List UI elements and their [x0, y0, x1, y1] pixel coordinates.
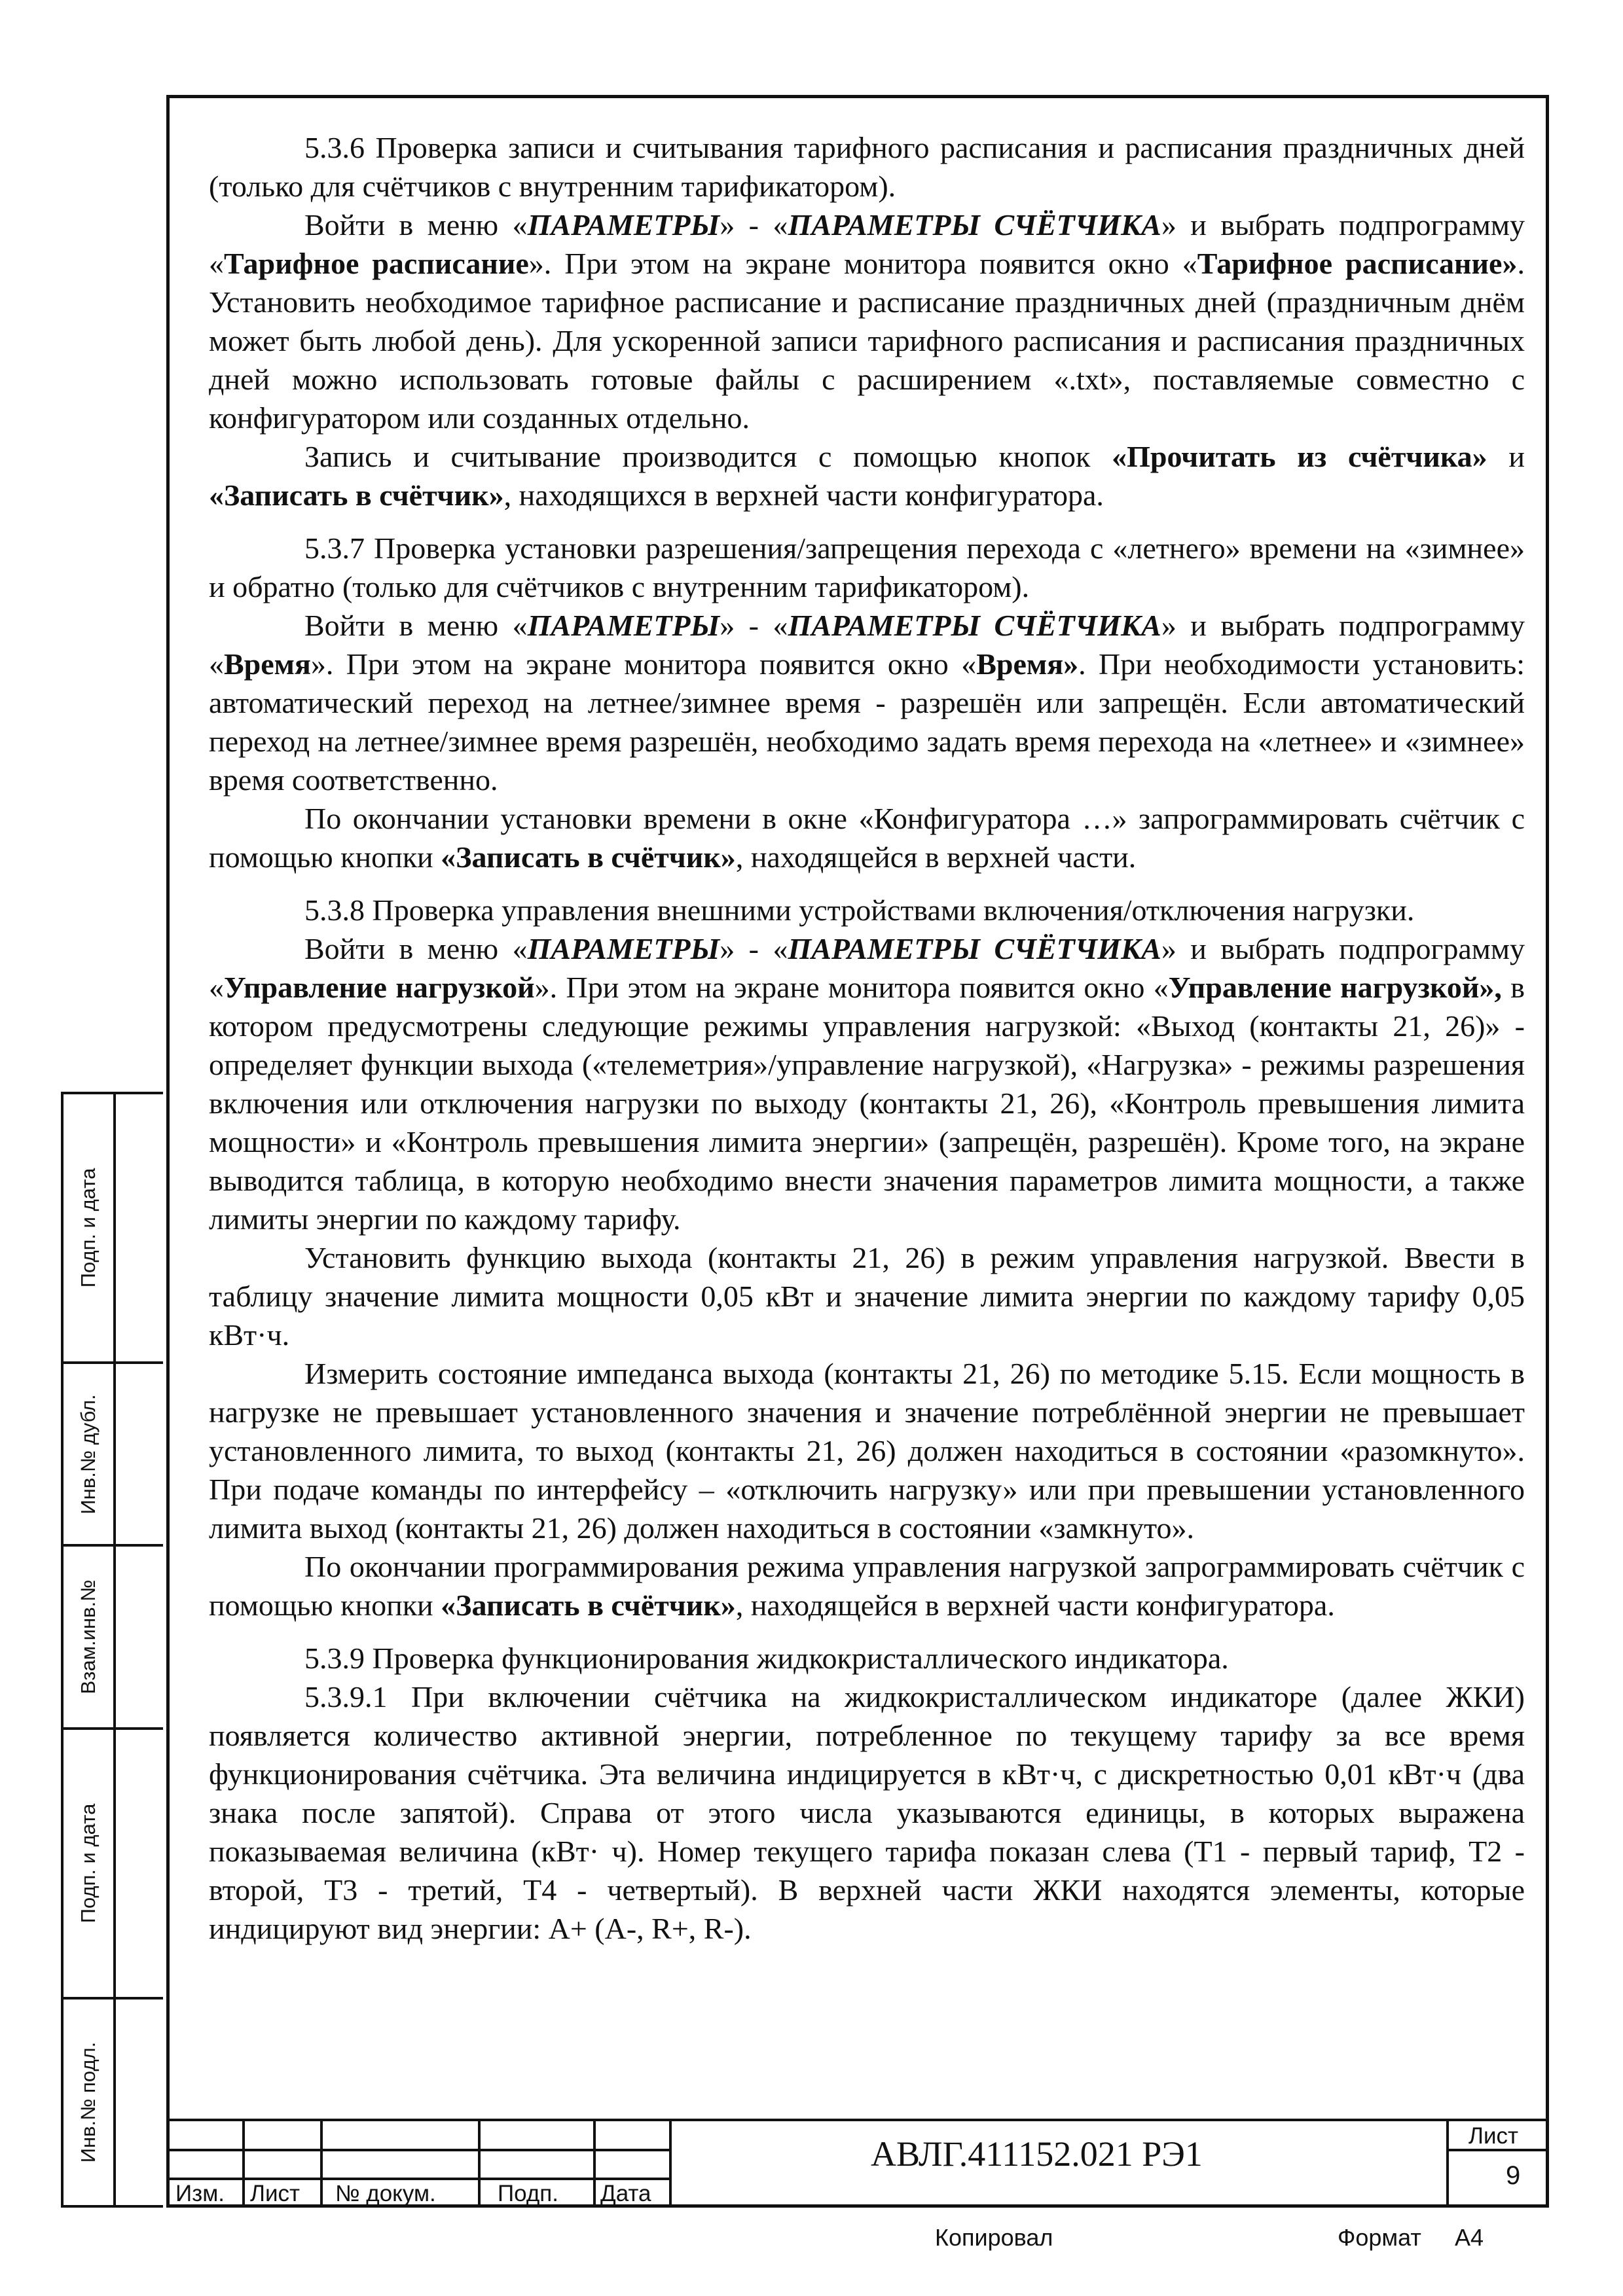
paragraph-5-3-6: 5.3.6 Проверка записи и считывания тарифного расписания и расписания праздничных дней (только для счётчиков с внутренним тарификатором).: [209, 131, 1525, 203]
title-block-col-line: [478, 2119, 481, 2208]
title-block-col-line: [669, 2119, 672, 2208]
sheet-label: Лист: [1468, 2123, 1519, 2149]
stamp-sign-date-1: Подп. и дата: [61, 1092, 163, 1364]
title-block-col-line: [320, 2119, 323, 2208]
paragraph-5-3-9: 5.3.9 Проверка функционирования жидкокристаллического индикатора.: [304, 1641, 1229, 1675]
col-date: Дата: [600, 2181, 651, 2206]
title-block-top-line: [166, 2119, 1549, 2121]
paragraph-5-3-8: 5.3.8 Проверка управления внешними устройствами включения/отключения нагрузки.: [304, 893, 1415, 927]
paragraph-5-3-8-setup: Установить функцию выхода (контакты 21, 26) в режим управления нагрузкой. Ввести в таблицу значение лимита мощности 0,05 кВт и значение лимита энергии по каждому тарифу 0,05 кВт·ч.: [209, 1241, 1525, 1352]
paragraph-5-3-9-1: 5.3.9.1 При включении счётчика на жидкокристаллическом индикаторе (далее ЖКИ) появляется количество активной энергии, потребленное по текущему тарифу за все время функционирования счётчика. Эта величина индицируется в кВт·ч, с дискретностью 0,01 кВт·ч (два знака после запятой). Справа от этого числа указываются единицы, в которых выражена показываемая величина (кВт· ч). Номер текущего тарифа показан слева (Т1 - первый тариф, Т2 - второй, Т3 - третий, Т4 - четвертый). В верхней части ЖКИ находятся элементы, которые индицируют вид энергии: А+ (А-, R+, R-).: [209, 1680, 1525, 1945]
stamp-orig-inv: Инв.№ подл.: [61, 1997, 163, 2208]
copied-label: Копировал: [935, 2224, 1053, 2251]
paragraph-5-3-7: 5.3.7 Проверка установки разрешения/запрещения перехода с «летнего» времени на «зимнее» и обратно (только для счётчиков с внутренним тарификатором).: [209, 531, 1525, 603]
paragraph-5-3-7-menu: Войти в меню «ПАРАМЕТРЫ» - «ПАРАМЕТРЫ СЧЁТЧИКА» и выбрать подпрограмму «Время». При этом на экране монитора появится окно «Время». При необходимости установить: автоматический переход на летнее/зимнее время - разрешён или запрещён. Если автоматический переход на летнее/зимнее время разрешён, необходимо задать время перехода на «летнее» и «зимнее» время соответственно.: [209, 609, 1525, 797]
col-docnum: № докум.: [335, 2181, 436, 2206]
col-sheet: Лист: [250, 2181, 301, 2206]
title-block-col-line: [242, 2119, 245, 2208]
document-code: АВЛГ.411152.021 РЭ1: [871, 2134, 1203, 2174]
format-value: А4: [1455, 2224, 1484, 2251]
document-body: [209, 128, 1525, 1948]
stamp-dup-inv: Инв.№ дубл.: [61, 1361, 163, 1547]
paragraph-5-3-8-write: По окончании программирования режима управления нагрузкой запрограммировать счётчик с помощью кнопки «Записать в счётчик», находящейся в верхней части конфигуратора.: [209, 1550, 1525, 1622]
paragraph-5-3-6-menu: Войти в меню «ПАРАМЕТРЫ» - «ПАРАМЕТРЫ СЧЁТЧИКА» и выбрать подпрограмму «Тарифное расписание». При этом на экране монитора появится окно «Тарифное расписание». Установить необходимое тарифное расписание и расписание праздничных дней (праздничным днём может быть любой день). Для ускоренной записи тарифного расписания и расписания праздничных дней можно использовать готовые файлы с расширением «.txt», поставляемые совместно с конфигуратором или созданных отдельно.: [209, 208, 1525, 435]
format-label: Формат: [1338, 2224, 1421, 2251]
col-sign: Подп.: [498, 2181, 558, 2206]
paragraph-5-3-6-buttons: Запись и считывание производится с помощью кнопок «Прочитать из счётчика» и «Записать в счётчик», находящихся в верхней части конфигуратора.: [209, 440, 1525, 512]
paragraph-5-3-7-write: По окончании установки времени в окне «Конфигуратора …» запрограммировать счётчик с помощью кнопки «Записать в счётчик», находящейся в верхней части.: [209, 802, 1525, 874]
stamp-replace-inv: Взам.инв.№: [61, 1544, 163, 1730]
title-block-col-line: [593, 2119, 596, 2208]
stamp-sign-date-2: Подп. и дата: [61, 1727, 163, 2000]
paragraph-5-3-8-menu: Войти в меню «ПАРАМЕТРЫ» - «ПАРАМЕТРЫ СЧЁТЧИКА» и выбрать подпрограмму «Управление нагрузкой». При этом на экране монитора появится окно «Управление нагрузкой», в котором предусмотрены следующие режимы управления нагрузкой: «Выход (контакты 21, 26)» - определяет функции выхода («телеметрия»/управление нагрузкой), «Нагрузка» - режимы разрешения включения или отключения нагрузки по выходу (контакты 21, 26), «Контроль превышения лимита мощности» и «Контроль превышения лимита энергии» (запрещён, разрешён). Кроме того, на экране выводится таблица, в которую необходимо внести значения параметров лимита мощности, а также лимиты энергии по каждому тарифу.: [209, 932, 1525, 1236]
sheet-number: 9: [1506, 2161, 1521, 2190]
col-change: Изм.: [175, 2181, 225, 2206]
paragraph-5-3-8-measure: Измерить состояние импеданса выхода (контакты 21, 26) по методике 5.15. Если мощность в нагрузке не превышает установленного значения и значение потреблённой энергии не превышает установленного лимита, то выход (контакты 21, 26) должен находиться в состоянии «разомкнуто». При подаче команды по интерфейсу – «отключить нагрузку» или при превышении установленного лимита выход (контакты 21, 26) должен находиться в состоянии «замкнуто».: [209, 1357, 1525, 1545]
title-block-col-line: [1446, 2119, 1449, 2208]
